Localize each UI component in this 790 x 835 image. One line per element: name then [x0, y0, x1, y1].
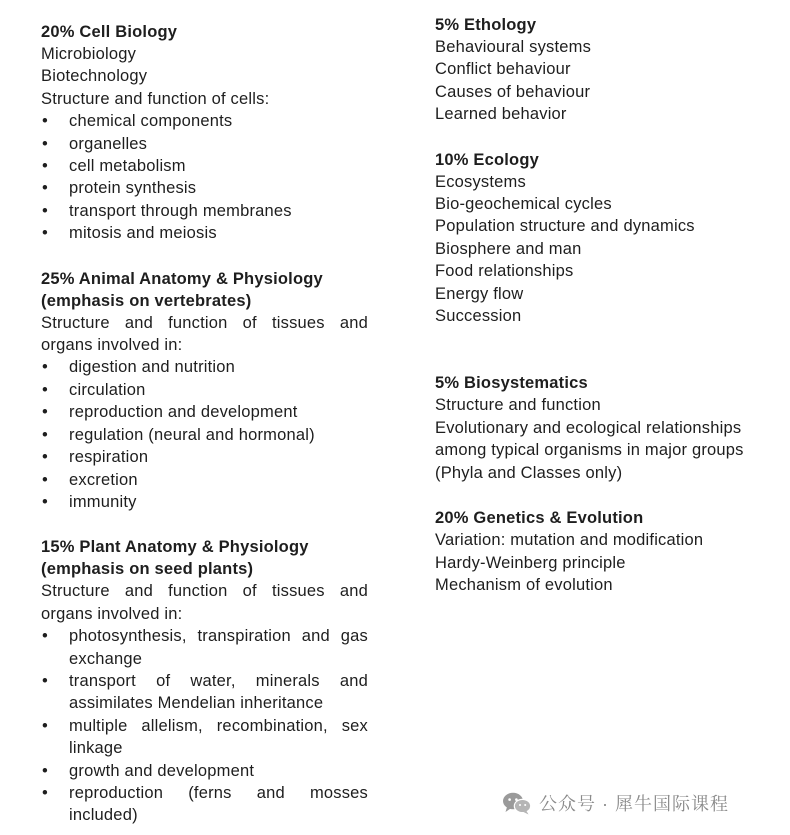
- topic-line: Ecosystems: [435, 172, 526, 191]
- topic-line: Energy flow: [435, 284, 524, 303]
- topic-line: Hardy-Weinberg principle: [435, 553, 626, 572]
- section-intro: Structure and function of tissues and organs involved in:: [41, 582, 368, 623]
- plant-anatomy-section: [41, 536, 368, 826]
- section-heading: 25% Animal Anatomy & Physiology: [41, 269, 323, 288]
- topic-line: Evolutionary and ecological relationships: [435, 418, 742, 437]
- list-item-text: mitosis and meiosis: [69, 224, 217, 243]
- bullet-icon: •: [42, 425, 48, 444]
- left-column: [41, 21, 368, 827]
- list-item: [41, 469, 368, 491]
- list-item: [41, 760, 368, 782]
- list-item: [41, 379, 368, 401]
- topic-line: Succession: [435, 307, 522, 326]
- bullet-icon: •: [42, 761, 48, 780]
- bullet-icon: •: [42, 358, 48, 377]
- topic-line: Biosphere and man: [435, 239, 582, 258]
- list-item-text: organelles: [69, 134, 148, 153]
- list-item: [41, 200, 368, 222]
- topic-line: Food relationships: [435, 262, 574, 281]
- section-heading: 20% Cell Biology: [41, 23, 178, 41]
- topic-line: Behavioural systems: [435, 38, 592, 56]
- list-item-text: growth and development: [69, 761, 255, 780]
- wechat-icon: [502, 791, 532, 815]
- topic-line: Biotechnology: [41, 67, 148, 86]
- right-column: [435, 14, 770, 596]
- list-item: [41, 446, 368, 468]
- list-item-text: transport through membranes: [69, 201, 292, 220]
- section-heading: 5% Ethology: [435, 16, 537, 34]
- topic-line: Microbiology: [41, 45, 137, 63]
- bullet-icon: •: [42, 403, 48, 422]
- topic-line: Mechanism of evolution: [435, 575, 613, 594]
- ethology-section: [435, 14, 770, 126]
- list-item: [41, 110, 368, 132]
- list-item-text: transport of water, minerals and assimilates Mendelian inheritance: [69, 671, 368, 713]
- list-item-text: regulation (neural and hormonal): [69, 425, 315, 444]
- section-subheading: (emphasis on seed plants): [41, 560, 254, 579]
- topic-line: Conflict behaviour: [435, 60, 571, 79]
- list-item: [41, 133, 368, 155]
- bullet-icon: •: [42, 492, 48, 511]
- list-item: [41, 155, 368, 177]
- topic-line: Structure and function of cells:: [41, 89, 270, 108]
- bullet-icon: •: [42, 716, 48, 735]
- list-item-text: immunity: [69, 492, 137, 511]
- list-item-text: reproduction (ferns and mosses included): [69, 783, 368, 825]
- bullet-icon: •: [42, 134, 48, 153]
- list-item-text: reproduction and development: [69, 403, 298, 422]
- animal-anatomy-section: [41, 268, 368, 514]
- genetics-evolution-section: [435, 507, 770, 596]
- topic-line: Structure and function: [435, 396, 601, 415]
- bullet-icon: •: [42, 112, 48, 131]
- list-item: [41, 177, 368, 199]
- list-item-text: protein synthesis: [69, 179, 197, 198]
- bullet-icon: •: [42, 201, 48, 220]
- topic-line: Learned behavior: [435, 105, 567, 124]
- bullet-icon: •: [42, 157, 48, 176]
- bullet-icon: •: [42, 470, 48, 489]
- watermark: [502, 790, 729, 816]
- list-item-text: chemical components: [69, 112, 233, 131]
- list-item-text: multiple allelism, recombination, sex linkage: [69, 716, 368, 758]
- list-item-text: respiration: [69, 448, 149, 467]
- section-heading: 20% Genetics & Evolution: [435, 509, 644, 528]
- list-item: [41, 670, 368, 715]
- list-item: [41, 782, 368, 827]
- bullet-icon: •: [42, 179, 48, 198]
- list-item: [41, 715, 368, 760]
- section-heading: 10% Ecology: [435, 150, 539, 169]
- watermark-text: 公众号 · 犀牛国际课程: [539, 794, 729, 814]
- list-item-text: excretion: [69, 470, 138, 489]
- topic-line: Causes of behaviour: [435, 82, 591, 101]
- topic-line: among typical organisms in major groups: [435, 441, 744, 460]
- topic-line: Population structure and dynamics: [435, 217, 695, 236]
- section-subheading: (emphasis on vertebrates): [41, 291, 252, 310]
- list-item-text: circulation: [69, 380, 146, 399]
- bullet-icon: •: [42, 224, 48, 243]
- list-item-text: cell metabolism: [69, 157, 186, 176]
- topic-line: Bio-geochemical cycles: [435, 195, 612, 214]
- bullet-list: [41, 625, 368, 827]
- list-item-text: photosynthesis, transpiration and gas exchange: [69, 627, 368, 668]
- topic-line: (Phyla and Classes only): [435, 463, 623, 482]
- biosystematics-section: [435, 372, 770, 484]
- section-intro: Structure and function of tissues and organs involved in:: [41, 313, 368, 355]
- list-item: [41, 401, 368, 423]
- bullet-list: [41, 356, 368, 513]
- section-heading: 5% Biosystematics: [435, 374, 588, 393]
- bullet-icon: •: [42, 671, 48, 690]
- list-item: [41, 491, 368, 513]
- topic-line: Variation: mutation and modification: [435, 531, 704, 550]
- bullet-icon: •: [42, 783, 48, 802]
- list-item: [41, 222, 368, 244]
- list-item: [41, 424, 368, 446]
- bullet-icon: •: [42, 380, 48, 399]
- list-item: [41, 625, 368, 670]
- list-item-text: digestion and nutrition: [69, 358, 236, 377]
- section-heading: 15% Plant Anatomy & Physiology: [41, 538, 309, 557]
- bullet-icon: •: [42, 627, 48, 646]
- ecology-section: [435, 149, 770, 328]
- bullet-icon: •: [42, 448, 48, 467]
- bullet-list: [41, 110, 368, 244]
- list-item: [41, 356, 368, 378]
- cell-biology-section: [41, 21, 368, 245]
